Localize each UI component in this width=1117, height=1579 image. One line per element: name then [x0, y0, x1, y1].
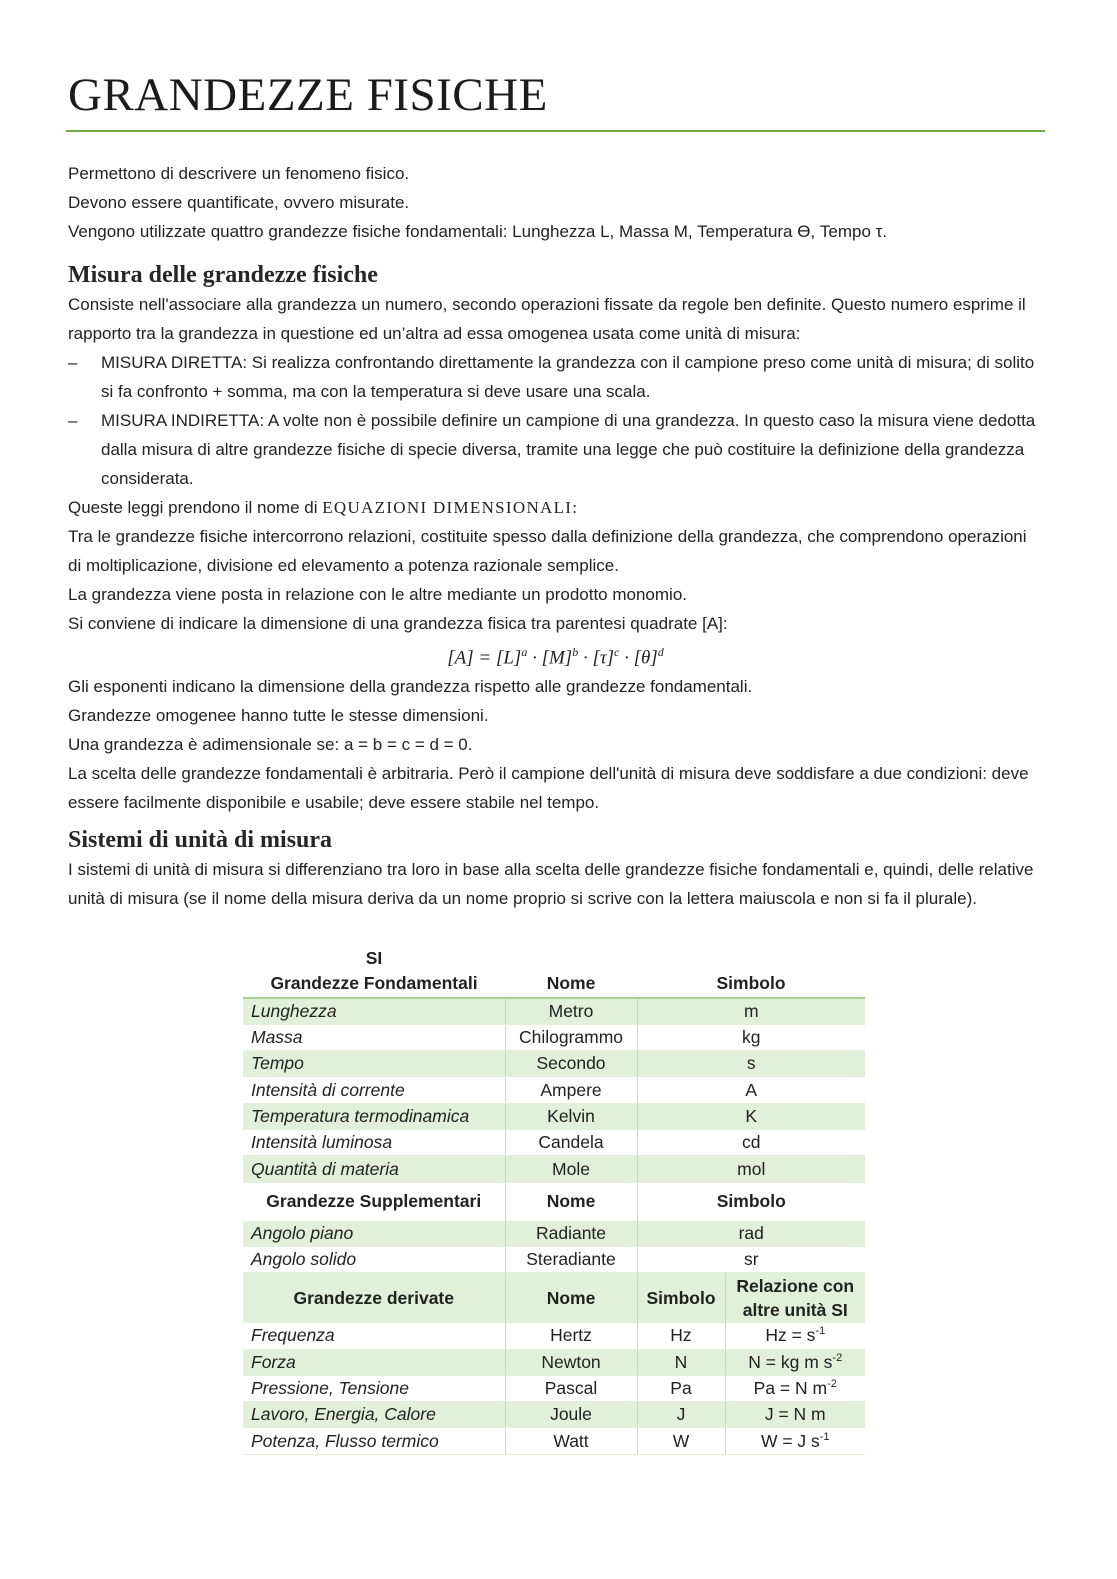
eq-exp: d: [657, 645, 664, 659]
column-header: Grandezze Fondamentali: [243, 971, 505, 997]
symbol-cell: W: [637, 1428, 725, 1454]
eq-dot: ·: [578, 647, 593, 669]
quantity-cell: Intensità di corrente: [243, 1077, 505, 1103]
quantity-cell: Potenza, Flusso termico: [243, 1428, 505, 1454]
bullet-text: MISURA INDIRETTA: A volte non è possibile definire un campione di una grandezza. In questo caso la misura viene dedotta dalla misura di altre grandezze fisiche di specie diversa, tramite una legge che può costituire la definizione della grandezza considerata.: [101, 411, 1036, 488]
symbol-cell: rad: [637, 1221, 865, 1247]
symbol-cell: Pa: [637, 1375, 725, 1401]
symbol-cell: K: [637, 1103, 865, 1129]
symbol-cell: kg: [637, 1024, 865, 1050]
symbol-cell: s: [637, 1051, 865, 1077]
relation-cell: [725, 1402, 865, 1428]
paragraph: Consiste nell'associare alla grandezza un numero, secondo operazioni fissate da regole ben definite. Questo numero esprime il rapporto tra la grandezza in questione ed un’altra ad essa omogenea usata come unità di misura:: [68, 295, 1026, 343]
table-row: [243, 1130, 865, 1156]
table-header-row: [243, 1182, 865, 1221]
column-header: Grandezze derivate: [243, 1273, 505, 1324]
table-row: [243, 1077, 865, 1103]
relation-exponent: -2: [832, 1351, 843, 1364]
symbol-cell: m: [637, 998, 865, 1025]
dimensional-equation: [68, 638, 1043, 672]
unit-name-cell: Pascal: [505, 1375, 637, 1401]
quantity-cell: Forza: [243, 1349, 505, 1375]
column-header: Simbolo: [637, 1273, 725, 1324]
paragraph: Gli esponenti indicano la dimensione della grandezza rispetto alle grandezze fondamentali.: [68, 677, 753, 697]
quantity-cell: Lunghezza: [243, 998, 505, 1025]
eq-term: [τ]: [592, 647, 615, 669]
si-units-table: [243, 946, 865, 1455]
bullet-text: MISURA DIRETTA: Si realizza confrontando direttamente la grandezza con il campione preso come unità di misura; di solito si fa confronto + somma, ma con la temperatura si deve usare una scala.: [101, 353, 1035, 401]
table-row: [243, 1402, 865, 1428]
paragraph: [68, 493, 1043, 522]
table-header-row: [243, 971, 865, 997]
unit-name-cell: Kelvin: [505, 1103, 637, 1129]
bullet-item: [68, 406, 1043, 493]
bullet-item: [68, 348, 1043, 406]
section-sistemi: [68, 825, 1043, 913]
quantity-cell: Massa: [243, 1024, 505, 1050]
table-row: [243, 1375, 865, 1401]
table-header-row: [243, 1273, 865, 1324]
relation-cell: [725, 1428, 865, 1454]
quantity-cell: Frequenza: [243, 1323, 505, 1349]
column-header: Simbolo: [637, 971, 865, 997]
symbol-cell: sr: [637, 1246, 865, 1272]
unit-name-cell: Newton: [505, 1349, 637, 1375]
eq-exp: b: [572, 645, 579, 659]
unit-name-cell: Steradiante: [505, 1246, 637, 1272]
dim-prefix: Queste leggi prendono il nome di: [68, 498, 323, 517]
title-divider: [66, 130, 1045, 132]
relation-cell: [725, 1323, 865, 1349]
relation-cell: [725, 1349, 865, 1375]
column-header: Nome: [505, 1182, 637, 1221]
intro-line: Vengono utilizzate quattro grandezze fisiche fondamentali: Lunghezza L, Massa M, Temperatura Ө, Tempo τ.: [68, 222, 888, 241]
symbol-cell: Hz: [637, 1323, 725, 1349]
unit-name-cell: Chilogrammo: [505, 1024, 637, 1050]
dash-bullet-icon: –: [68, 353, 78, 372]
eq-exp: c: [614, 645, 620, 659]
section-misura: [68, 260, 1043, 817]
paragraph: La grandezza viene posta in relazione con le altre mediante un prodotto monomio.: [68, 585, 687, 604]
dim-term: EQUAZIONI DIMENSIONALI:: [322, 498, 579, 517]
unit-name-cell: Secondo: [505, 1051, 637, 1077]
eq-lhs: [A] =: [447, 647, 496, 669]
paragraph: Una grandezza è adimensionale se: a = b = c = d = 0.: [68, 735, 473, 755]
column-header: Grandezze Supplementari: [266, 1191, 482, 1212]
intro-block: [68, 159, 1043, 246]
quantity-cell: Pressione, Tensione: [243, 1375, 505, 1401]
unit-name-cell: Joule: [505, 1402, 637, 1428]
relation-text: J = N m: [764, 1404, 826, 1425]
table-row: [243, 1221, 865, 1247]
symbol-cell: A: [637, 1077, 865, 1103]
column-header: Nome: [505, 1273, 637, 1324]
relation-text: W = J s: [760, 1430, 820, 1451]
unit-name-cell: Ampere: [505, 1077, 637, 1103]
symbol-cell: J: [637, 1402, 725, 1428]
table-row: [243, 1051, 865, 1077]
relation-exponent: -2: [827, 1378, 837, 1391]
unit-name-cell: Candela: [505, 1130, 637, 1156]
intro-line: Devono essere quantificate, ovvero misurate.: [68, 193, 410, 212]
quantity-cell: Quantità di materia: [243, 1156, 505, 1182]
table-row: [243, 1323, 865, 1349]
quantity-cell: Temperatura termodinamica: [243, 1103, 505, 1129]
intro-line: Permettono di descrivere un fenomeno fisico.: [68, 164, 410, 183]
quantity-cell: Angolo solido: [243, 1246, 505, 1272]
header-line: altre unità SI: [742, 1300, 848, 1321]
table-system-label: SI: [365, 948, 383, 969]
header-line: Relazione con: [736, 1276, 855, 1297]
symbol-cell: N: [637, 1349, 725, 1375]
column-header: Simbolo: [637, 1182, 865, 1221]
unit-name-cell: Metro: [505, 998, 637, 1025]
section-heading: Sistemi di unità di misura: [68, 827, 333, 853]
page-title: GRANDEZZE FISICHE: [68, 69, 548, 121]
eq-dot: ·: [619, 647, 634, 669]
symbol-cell: cd: [637, 1130, 865, 1156]
unit-name-cell: Radiante: [505, 1221, 637, 1247]
table-row: [243, 1428, 865, 1454]
relation-cell: [725, 1375, 865, 1401]
symbol-cell: mol: [637, 1156, 865, 1182]
relation-exponent: -1: [815, 1325, 826, 1338]
paragraph: Si conviene di indicare la dimensione di una grandezza fisica tra parentesi quadrate [A]:: [68, 614, 728, 633]
eq-dot: ·: [527, 647, 542, 669]
quantity-cell: Intensità luminosa: [243, 1130, 505, 1156]
paragraph: Tra le grandezze fisiche intercorrono relazioni, costituite spesso dalla definizione della grandezza, che comprendono operazioni di moltiplicazione, divisione ed elevamento a potenza razionale semplice.: [68, 527, 1027, 575]
quantity-cell: Tempo: [243, 1051, 505, 1077]
table-row: [243, 1103, 865, 1129]
paragraph: I sistemi di unità di misura si differenziano tra loro in base alla scelta delle grandezze fisiche fondamentali e, quindi, delle relative unità di misura (se il nome della misura deriva da un nome proprio si scrive con la lettera maiuscola e non si fa il plurale).: [68, 860, 1034, 908]
relation-text: Pa = N m: [753, 1378, 828, 1398]
quantity-cell: Lavoro, Energia, Calore: [243, 1402, 505, 1428]
unit-name-cell: Mole: [505, 1156, 637, 1182]
column-header: Nome: [505, 971, 637, 997]
table-row: [243, 1156, 865, 1182]
paragraph: Grandezze omogenee hanno tutte le stesse dimensioni.: [68, 706, 489, 726]
table-header-row: [243, 946, 865, 971]
relation-exponent: -1: [819, 1430, 830, 1443]
quantity-cell: Angolo piano: [243, 1221, 505, 1247]
eq-exp: a: [521, 645, 528, 659]
section-heading: Misura delle grandezze fisiche: [68, 262, 378, 288]
table-row: [243, 1246, 865, 1272]
table-row: [243, 1349, 865, 1375]
relation-text: N = kg m s: [748, 1351, 833, 1372]
column-header: [725, 1273, 865, 1324]
eq-term: [θ]: [633, 647, 658, 669]
eq-term: [L]: [495, 647, 522, 669]
paragraph: La scelta delle grandezze fondamentali è arbitraria. Però il campione dell'unità di misura deve soddisfare a due condizioni: deve essere facilmente disponibile e usabile; deve essere stabile nel tempo.: [68, 764, 1029, 813]
table-row: [243, 1024, 865, 1050]
eq-term: [M]: [541, 647, 573, 669]
table-row: [243, 998, 865, 1025]
relation-text: Hz = s: [765, 1325, 816, 1346]
dash-bullet-icon: –: [68, 411, 78, 430]
unit-name-cell: Hertz: [505, 1323, 637, 1349]
unit-name-cell: Watt: [505, 1428, 637, 1454]
